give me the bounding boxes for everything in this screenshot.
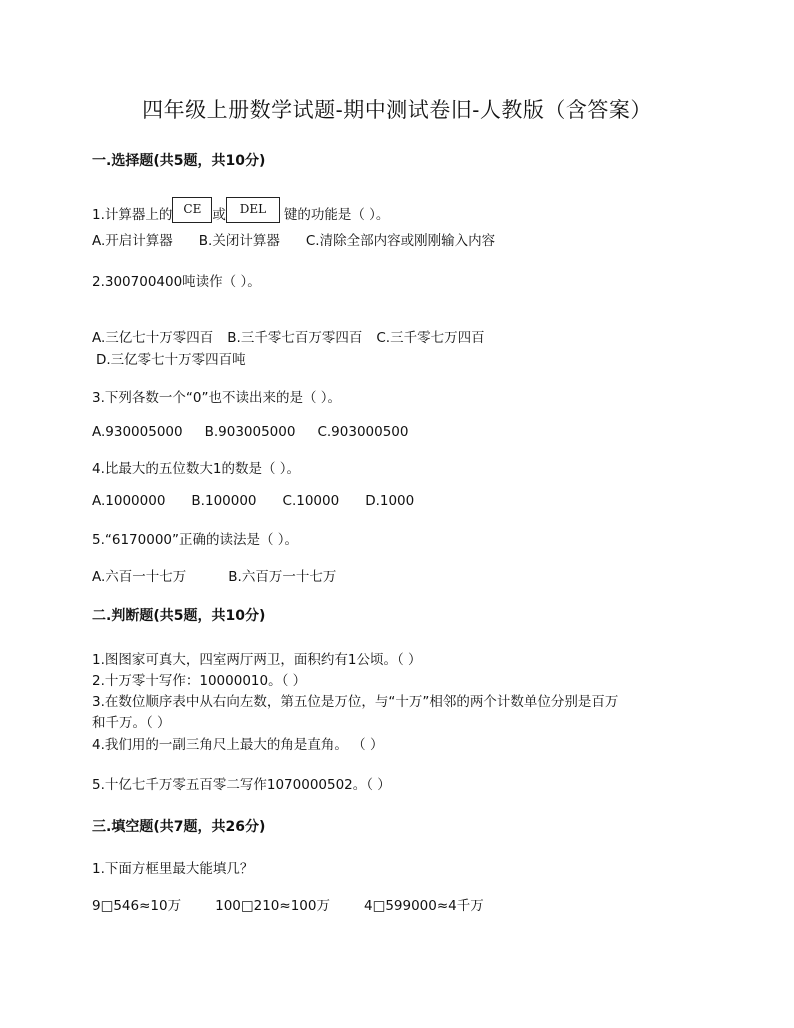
option: B.100000 <box>191 493 257 509</box>
page-title: 四年级上册数学试题-期中测试卷旧-人教版（含答案） <box>142 98 652 122</box>
question-1-pre: 1.计算器上的 <box>92 207 173 223</box>
judge-item: 5.十亿七千万零五百零二写作1070000502。（ ） <box>92 777 391 793</box>
question-4: 4.比最大的五位数大1的数是（ ）。 <box>92 461 301 477</box>
question-5-options <box>92 565 336 585</box>
fill-item: 100□210≈100万 <box>215 898 330 914</box>
del-key-icon: DEL <box>226 197 280 223</box>
fill-question-1: 1.下面方框里最大能填几？ <box>92 861 254 877</box>
question-1-mid: 或 <box>212 207 226 223</box>
fill-item: 9□546≈10万 <box>92 898 182 914</box>
question-2-options <box>92 326 485 346</box>
option: A.三亿七十万零四百 <box>92 330 214 346</box>
fill-question-1-items <box>92 894 484 914</box>
section-heading-choice: 一.选择题(共5题，共10分) <box>92 153 266 169</box>
judge-item: 1.图图家可真大，四室两厅两卫，面积约有1公顷。（ ） <box>92 652 422 668</box>
option: C.10000 <box>282 493 340 509</box>
option: C.清除全部内容或刚刚输入内容 <box>305 233 496 249</box>
option: D.1000 <box>365 493 415 509</box>
judge-item: 2.十万零十写作：10000010。（ ） <box>92 673 307 689</box>
question-4-options <box>92 493 414 509</box>
option: C.三千零七万四百 <box>376 330 485 346</box>
judge-item: 4.我们用的一副三角尺上最大的角是直角。 （ ） <box>92 737 384 753</box>
option: C.903000500 <box>317 424 409 440</box>
option: A.1000000 <box>92 493 166 509</box>
option: A.开启计算器 <box>92 233 173 249</box>
question-2: 2.300700400吨读作（ ）。 <box>92 274 261 290</box>
question-1-post: 键的功能是（ ）。 <box>283 207 390 223</box>
judge-item: 3.在数位顺序表中从右向左数，第五位是万位，与“十万”相邻的两个计数单位分别是百万 <box>92 694 619 710</box>
option: B.903005000 <box>204 424 296 440</box>
section-heading-judge: 二.判断题(共5题，共10分) <box>92 608 266 624</box>
option: B.六百万一十七万 <box>228 569 337 585</box>
option: A.六百一十七万 <box>92 569 187 585</box>
question-1 <box>92 197 389 223</box>
question-5: 5.“6170000”正确的读法是（ ）。 <box>92 532 299 548</box>
question-1-options <box>92 229 495 249</box>
judge-item-continued: 和千万。（ ） <box>92 715 171 731</box>
ce-key-icon: CE <box>172 197 212 223</box>
option: A.930005000 <box>92 424 183 440</box>
option: B.关闭计算器 <box>198 233 280 249</box>
section-heading-fill: 三.填空题(共7题，共26分) <box>92 819 266 835</box>
option: B.三千零七百万零四百 <box>227 330 363 346</box>
question-3-options <box>92 424 408 440</box>
fill-item: 4□599000≈4千万 <box>363 898 484 914</box>
question-2-option-d: D.三亿零七十万零四百吨 <box>96 352 246 368</box>
question-3: 3.下列各数一个“0”也不读出来的是（ ）。 <box>92 390 341 406</box>
